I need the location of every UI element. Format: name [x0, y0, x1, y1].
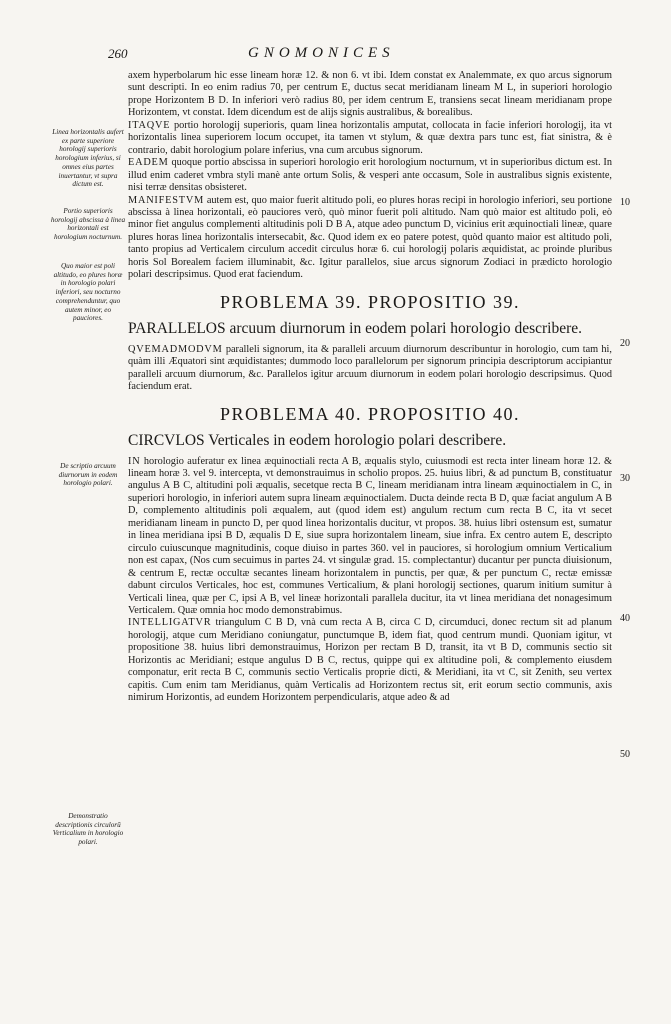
problem-39-subtitle: [128, 320, 612, 338]
line-number-20: 20: [620, 338, 630, 349]
paragraph-text: paralleli signorum, ita & paralleli arcuum diurnorum describuntur in horologio, cum tam hi, quàm illi Æquatori sint æquidistantes; dummodo loco parallelorum per signorum principia descriptorum accipiantur paralleli arcuum diurnorum, &c. Parallelos igitur arcuum diurnorum in eodem polari horologio descripsimus. Quod faciendum erat.: [128, 343, 612, 393]
paragraph-initial: ITAQVE: [128, 119, 171, 131]
page-number: 260: [108, 46, 128, 61]
problem-40-demonstration: [128, 617, 612, 704]
line-number-50: 50: [620, 749, 630, 760]
problem-39-heading: PROBLEMA 39. PROPOSITIO 39.: [219, 291, 521, 312]
paragraph-initial: INTELLIGATVR: [128, 617, 212, 629]
intro-paragraph: axem hyperbolarum hic esse lineam horæ 12. & non 6. vt ibi. Idem constat ex Analemmate, ex quo arcus signorum sunt descripti. In eo enim radius 70, per centrum E, ductus secat meridianam lineam M L, in superiori horologio prope Horizontem B D. In inferiori verò radius 80, per idem centrum E, transiens secat lineam meridianam prope Horizontem, vt constat. Idem dicendum est de alijs signis australibus, & borealibus.: [128, 70, 612, 119]
margin-note-3: Quo maior est poli altitudo, eo plures horæ in horologio polari inferiori, seu nocturno comprehenduntur, quo autem minor, eo pauciores.: [53, 262, 123, 323]
line-number-30: 30: [620, 473, 630, 484]
paragraph-initial: QVEMADMODVM: [128, 343, 223, 355]
problem-39-text: [128, 344, 612, 394]
page-header: [108, 46, 628, 66]
margin-note-5: Demonstratio descriptionis circulorū Verticalium in horologio polari.: [52, 812, 124, 847]
paragraph-text: horologio auferatur ex linea æquinoctiali recta A B, æqualis stylo, cuiusmodi est recta inter lineam horæ 12. & lineam horæ 3. vel 9. intercepta, vt demonstrauimus in scholio propos. 25. huius libri, & ad punctum B, constituatur angulus A B C, altitudini poli æqualis, secetque recta B C, lineam meridianam intra lineam æquinoctialem in C, in superiori horologio, in inferiori autem supra lineam æquinoctialem. Ducta deinde recta B D, quæ faciat angulum A B D, complemento altitudinis poli æqualem, aut (quod idem est) angulum rectum cum recta B C, ita vt secet meridianam lineam in puncto D, per quod linea horizontalis ducitur, vt propos. 38. huius libri ostensum est, sumatur in linea meridiana ipsi B D, æqualis D E, siue supra horizontalem lineam, siue infra. Ex centro autem E, descripto circulo cuiuscunque magnitudinis, coque diuiso in partes 360. vel in pauciores, si horologium omnium Verticalium non est capax, (Nos cum secuimus in partes 24. vt singulæ grad. 15. complectantur) ducantur per puncta diuisionum, & centrum E, rectæ occultæ secantes lineam horizontalem in punctis, per quæ, & per punctum C, rectæ emissæ dabunt circulos Verticales, hoc est, communes Verticalium, & plani horologij sectiones, quarum initium sumitur à Verticali linea, quæ per C, ipsi A B, vel lineæ horizontali parallela ducitur, ita vt linea meridiana det nonagesimum Verticalem. Quæ omnia hoc modo demonstrabimus.: [128, 455, 612, 616]
paragraph-initial: IN: [128, 455, 141, 467]
subtitle-initial: CIRCVLOS: [128, 431, 205, 449]
paragraph-manifestum: [128, 195, 612, 282]
subtitle-text: arcuum diurnorum in eodem polari horologio describere.: [225, 319, 583, 337]
paragraph-eadem: [128, 157, 612, 194]
paragraph-initial: EADEM: [128, 157, 169, 169]
problem-40-subtitle: [128, 432, 612, 450]
paragraph-text: autem est, quo maior fuerit altitudo poli, eo plures horas recipi in horologio inferiori, seu portione abscissa à linea horizontali, eò pauciores verò, quò minor fuerit poli altitudo. Nam quò maior est altitudo poli, eò minor fiet angulus complementi altitudinis poli D B A, atque adeo punctum D, vicinius erit æquinoctiali lineæ, quare plures horas linea horizontalis intersecabit, &c. Quod idem ex eo patere potest, quòd quanto maior est altitudo poli, tanto propius ad Verticalem circulum accedit circulus horæ 6. cui horologij polaris æquidistat, ac proinde pluribus horis Sol Borealem faciem illuminabit, &c. Igitur parallelos, siue arcus signorum Zodiaci in prædicto horologio polari descripsimus. Quod erat faciendum.: [128, 194, 612, 281]
main-text: [128, 70, 612, 705]
paragraph-text: quoque portio abscissa in superiori horologio erit horologium nocturnum, vt in superioribus dictum est. In illud enim caderet vmbra styli manè ante ortum Solis, & vesperi ante occasum, Sole in australibus signis existente, nisi terræ densitas obsisteret.: [128, 157, 612, 194]
margin-note-1: Linea horizontalis aufert ex parte superiore horologij superioris horologium inferius, si omnes eius partes inuertantur, vt supra dictum est.: [52, 128, 124, 189]
subtitle-initial: PARALLELOS: [128, 319, 226, 337]
line-number-40: 40: [620, 613, 630, 624]
subtitle-text: Verticales in eodem horologio polari describere.: [204, 431, 507, 449]
margin-note-2: Portio superioris horologij abscissa à linea horizontali est horologium nocturnum.: [50, 207, 126, 242]
problem-40-heading: PROBLEMA 40. PROPOSITIO 40.: [219, 403, 521, 424]
paragraph-itaque: [128, 120, 612, 157]
paragraph-initial: MANIFESTVM: [128, 194, 205, 206]
paragraph-text: portio horologij superioris, quam linea horizontalis amputat, collocata in facie inferiori horologij, ita vt horizontalis linea superiorem locum occupet, ita tamen vt stylum, & quæ dextra pars tunc est, fiat sinistra, & è contrario, dabit horologium polare inferius, vna cum arcubus signorum.: [128, 119, 612, 156]
line-number-10: 10: [620, 197, 630, 208]
problem-40-text: [128, 456, 612, 618]
paragraph-text: triangulum C B D, vnà cum recta A B, circa C D, circumduci, donec rectum sit ad planum horologij, atque cum Meridiano coniungatur, punctumque B, idem fiat, quod centrum mundi. Quoniam igitur, vt propositione 38. huius libri demonstrauimus, Horizon per rectam B D, transit, ita vt B D, communis sectio sit Horizontis ac Meridiani; estque angulus D B C, rectus, quippe qui ex altitudine poli, & complemento eiusdem componatur, erit recta B C, communis sectio Verticalis proprie dicti, & Meridiani, ita vt C, sit Zenith, seu vertex capitis. Cum enim tam Meridianus, quàm Verticalis ad Horizontem rectus sit, erit eorum sectio communis, axis nimirum Horizontis, ad eundem Horizontem perpendicularis, atque adeo & ad: [128, 617, 612, 704]
margin-note-4: De scriptio arcuum diurnorum in eodem horologio polari.: [58, 462, 118, 488]
running-title: GNOMONICES: [248, 45, 395, 61]
